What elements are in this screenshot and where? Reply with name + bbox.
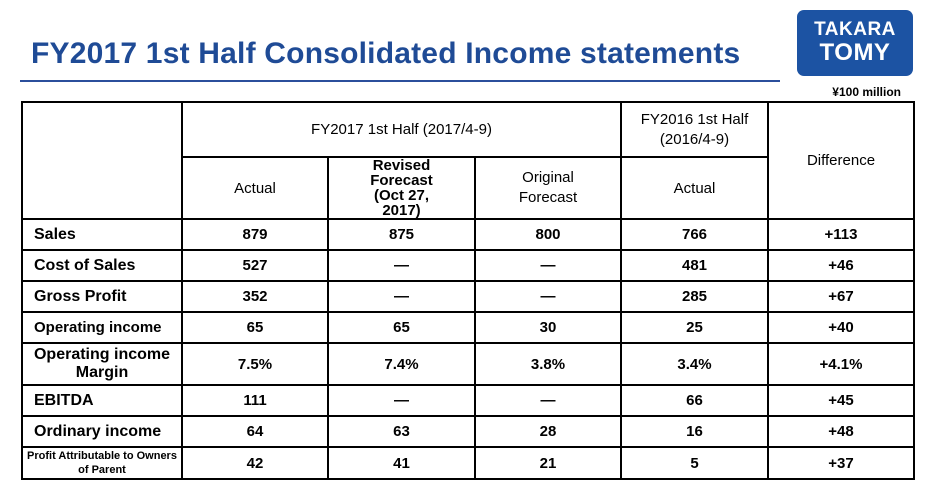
row-label: Cost of Sales xyxy=(22,250,182,281)
page-title: FY2017 1st Half Consolidated Income statements xyxy=(31,37,741,70)
revised-value: 41 xyxy=(328,447,475,479)
table-row xyxy=(22,343,914,385)
income-statement-table xyxy=(21,101,915,480)
table-row xyxy=(22,219,914,250)
prev-actual-value: 481 xyxy=(621,250,768,281)
original-value: 21 xyxy=(475,447,621,479)
prev-actual-value: 766 xyxy=(621,219,768,250)
table-row xyxy=(22,447,914,479)
header-blank-cell xyxy=(22,102,182,219)
actual-value: 527 xyxy=(182,250,328,281)
original-forecast-header: Original Forecast xyxy=(475,157,621,219)
original-value: — xyxy=(475,281,621,312)
actual-value: 111 xyxy=(182,385,328,416)
revised-value: 7.4% xyxy=(328,343,475,385)
prev-actual-value: 3.4% xyxy=(621,343,768,385)
actual-value: 65 xyxy=(182,312,328,343)
actual-value: 42 xyxy=(182,447,328,479)
original-value: — xyxy=(475,385,621,416)
difference-value: +40 xyxy=(768,312,914,343)
row-label: Gross Profit xyxy=(22,281,182,312)
row-label: Sales xyxy=(22,219,182,250)
row-label: Operating income xyxy=(22,312,182,343)
row-label: Profit Attributable to Owners of Parent xyxy=(22,447,182,479)
fy2016-actual-header: Actual xyxy=(621,157,768,219)
takara-tomy-logo xyxy=(797,10,913,76)
revised-value: 875 xyxy=(328,219,475,250)
table-row xyxy=(22,281,914,312)
difference-value: +45 xyxy=(768,385,914,416)
prev-actual-value: 5 xyxy=(621,447,768,479)
original-value: — xyxy=(475,250,621,281)
fy2017-header: FY2017 1st Half (2017/4-9) xyxy=(182,102,621,157)
revised-value: — xyxy=(328,281,475,312)
original-value: 30 xyxy=(475,312,621,343)
actual-value: 7.5% xyxy=(182,343,328,385)
row-label: Operating income Margin xyxy=(22,343,182,385)
table-row xyxy=(22,250,914,281)
prev-actual-value: 16 xyxy=(621,416,768,447)
logo-line1: TAKARA xyxy=(814,19,896,40)
logo-line2: TOMY xyxy=(819,39,891,66)
original-value: 28 xyxy=(475,416,621,447)
difference-value: +113 xyxy=(768,219,914,250)
table-row xyxy=(22,416,914,447)
revised-value: — xyxy=(328,250,475,281)
difference-value: +46 xyxy=(768,250,914,281)
difference-value: +67 xyxy=(768,281,914,312)
actual-value: 879 xyxy=(182,219,328,250)
prev-actual-value: 285 xyxy=(621,281,768,312)
original-value: 800 xyxy=(475,219,621,250)
revised-value: — xyxy=(328,385,475,416)
actual-header: Actual xyxy=(182,157,328,219)
revised-value: 65 xyxy=(328,312,475,343)
unit-label: ¥100 million xyxy=(832,85,901,99)
revised-value: 63 xyxy=(328,416,475,447)
row-label: Ordinary income xyxy=(22,416,182,447)
prev-actual-value: 66 xyxy=(621,385,768,416)
actual-value: 352 xyxy=(182,281,328,312)
prev-actual-value: 25 xyxy=(621,312,768,343)
difference-value: +4.1% xyxy=(768,343,914,385)
original-value: 3.8% xyxy=(475,343,621,385)
difference-value: +48 xyxy=(768,416,914,447)
fy2016-header: FY2016 1st Half (2016/4-9) xyxy=(621,102,768,157)
title-underline xyxy=(20,80,780,82)
difference-value: +37 xyxy=(768,447,914,479)
table-row xyxy=(22,385,914,416)
revised-forecast-header: Revised Forecast (Oct 27, 2017) xyxy=(328,157,475,219)
table-row xyxy=(22,312,914,343)
actual-value: 64 xyxy=(182,416,328,447)
row-label: EBITDA xyxy=(22,385,182,416)
difference-header: Difference xyxy=(768,102,914,219)
table-header-row xyxy=(22,102,914,157)
